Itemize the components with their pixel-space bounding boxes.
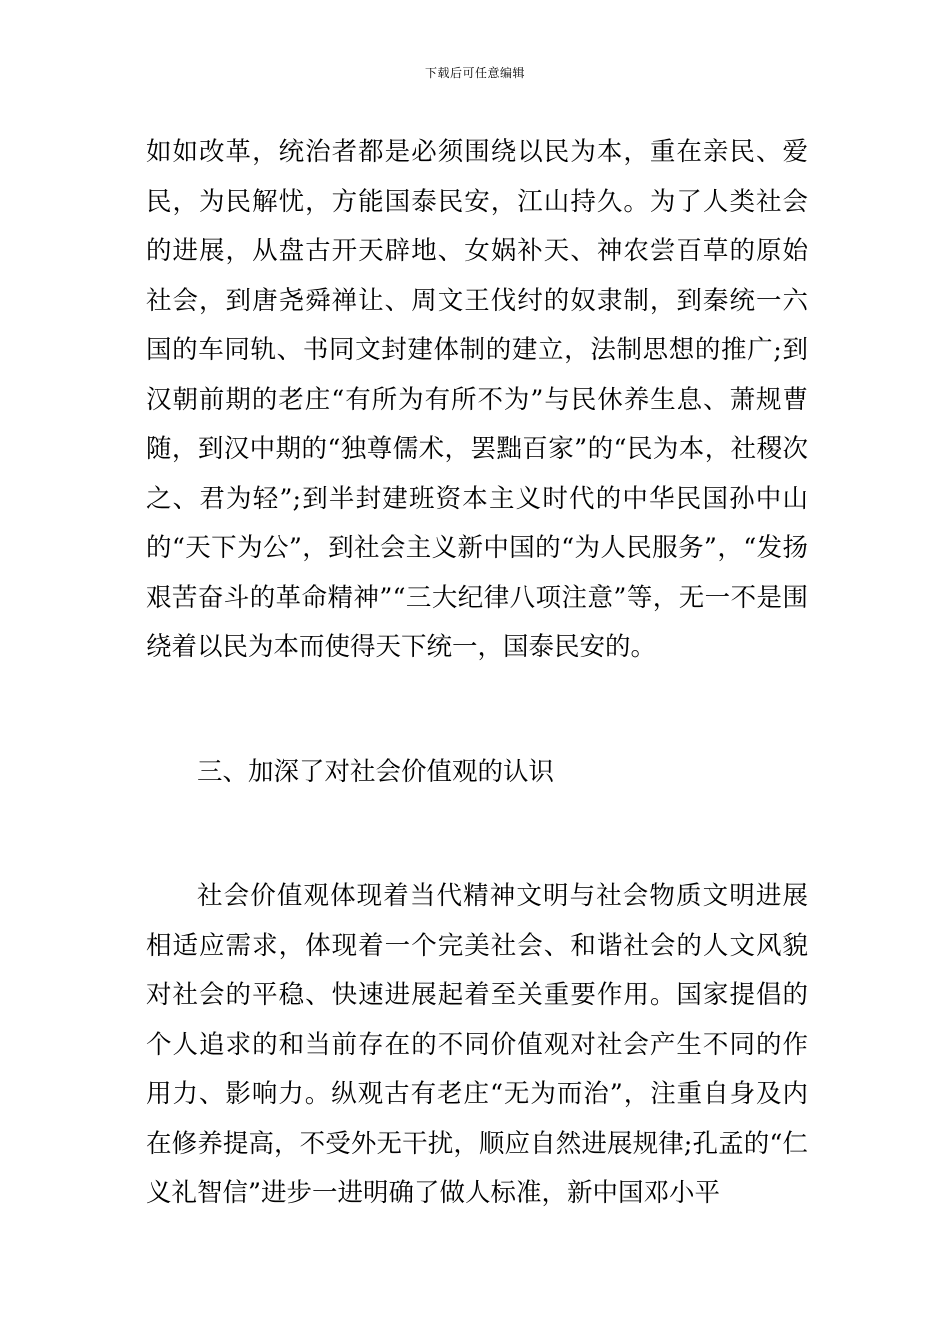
paragraph-1: 如如改革，统治者都是必须围绕以民为本，重在亲民、爱民，为民解忧，方能国泰民安，江山持久。为了人类社会的进展，从盘古开天辟地、女娲补天、神农尝百草的原始社会，到唐尧舜禅让、周文王伐纣的奴隶制，到秦统一六国的车同轨、书同文封建体制的建立，法制思想的推广;到汉朝前期的老庄“有所为有所不为”与民休养生息、萧规曹随，到汉中期的“独尊儒术，罢黜百家”的“民为本，社稷次之、君为轻”;到半封建班资本主义时代的中华民国孙中山的“天下为公”，到社会主义新中国的“为人民服务”，“发扬艰苦奋斗的革命精神”“三大纪律八项注意”等，无一不是围绕着以民为本而使得天下统一，国泰民安的。: [146, 137, 808, 662]
section-heading: 三、加深了对社会价值观的认识: [197, 756, 555, 787]
document-body: [146, 128, 808, 1219]
spacer: [146, 797, 808, 872]
page-header: 下载后可任意编辑: [424, 66, 525, 80]
paragraph-2: 社会价值观体现着当代精神文明与社会物质文明进展相适应需求，体现着一个完美社会、和谐社会的人文风貌对社会的平稳、快速进展起着至关重要作用。国家提倡的个人追求的和当前存在的不同价值观对社会产生不同的作用力、影响力。纵观古有老庄“无为而治”，注重自身及内在修养提高，不受外无干扰，顺应自然进展规律;孔孟的“仁义礼智信”进步一进明确了做人标准，新中国邓小平: [146, 881, 808, 1208]
spacer: [146, 673, 808, 748]
